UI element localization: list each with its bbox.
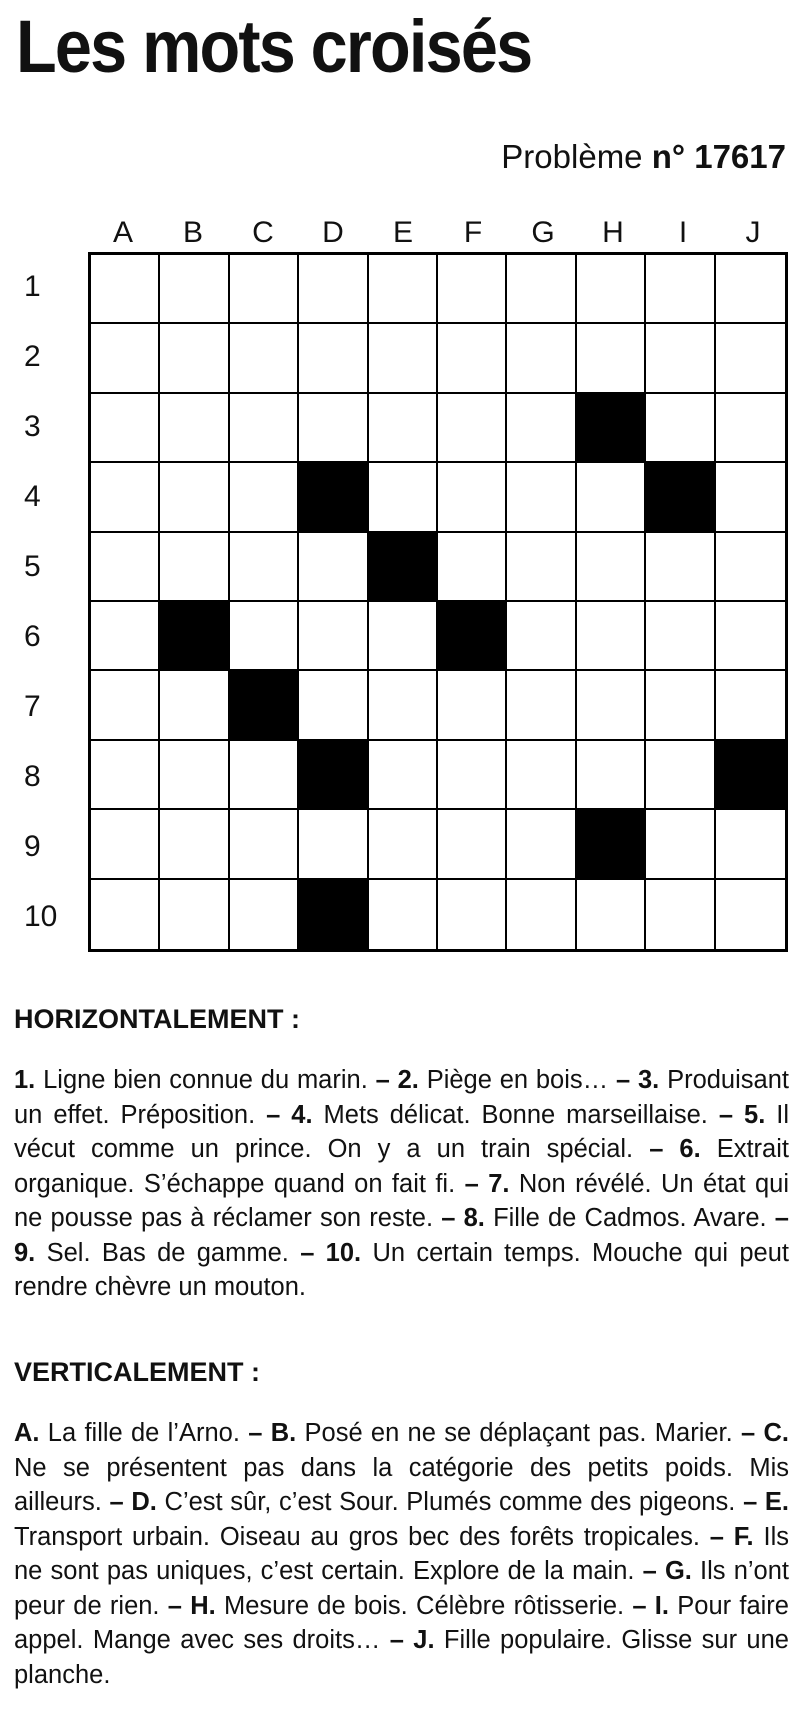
clue-text: Il vécut comme un prince. On y a un train spécial. — [14, 1100, 789, 1163]
clue-key: – H. — [167, 1591, 216, 1620]
grid-cell[interactable] — [507, 463, 576, 532]
clue-key: – 10. — [300, 1238, 362, 1267]
page-title: Les mots croisés — [16, 5, 532, 88]
black-cell — [646, 463, 715, 532]
clue-key: – F. — [709, 1522, 754, 1551]
clue-key: – 9. — [14, 1204, 789, 1267]
grid-cell[interactable] — [299, 394, 368, 463]
black-cell — [577, 810, 646, 879]
grid-cell[interactable] — [299, 533, 368, 602]
grid-cell[interactable] — [577, 741, 646, 810]
grid-cell[interactable] — [160, 255, 229, 324]
row-numbers — [0, 252, 88, 952]
grid-cell[interactable] — [91, 880, 160, 949]
clue-key: – 5. — [718, 1100, 766, 1129]
black-cell — [716, 741, 785, 810]
grid-cell[interactable] — [299, 671, 368, 740]
clue-key: – 7. — [464, 1169, 510, 1198]
clue-text: Mesure de bois. Célèbre rôtisserie. — [224, 1591, 625, 1620]
grid-cell[interactable] — [230, 533, 299, 602]
grid-cell[interactable] — [577, 880, 646, 949]
grid-cell[interactable] — [577, 463, 646, 532]
grid-cell[interactable] — [716, 880, 785, 949]
clue-key: – I. — [632, 1591, 669, 1620]
grid-cell[interactable] — [507, 255, 576, 324]
column-label: B — [182, 216, 203, 249]
grid-cell[interactable] — [369, 810, 438, 879]
problem-label: Problème — [501, 138, 643, 175]
grid-cell[interactable] — [716, 255, 785, 324]
black-cell — [299, 880, 368, 949]
column-label: J — [745, 216, 761, 249]
clue-text: Produisant un effet. Préposition. — [14, 1066, 789, 1129]
grid-cell[interactable] — [91, 533, 160, 602]
column-label: F — [463, 216, 483, 249]
clue-text: Un certain temps. Mouche qui peut rendre chèvre un mouton. — [14, 1238, 789, 1301]
grid-cell[interactable] — [369, 324, 438, 393]
grid-cell[interactable] — [646, 810, 715, 879]
black-cell — [299, 463, 368, 532]
grid-cell[interactable] — [230, 463, 299, 532]
grid-cell[interactable] — [716, 394, 785, 463]
row-label: 6 — [24, 620, 41, 653]
grid-cell[interactable] — [646, 324, 715, 393]
column-label: E — [392, 216, 413, 249]
clue-text: Piège en bois… — [426, 1066, 609, 1094]
grid-cell[interactable] — [438, 741, 507, 810]
clue-text: Sel. Bas de gamme. — [46, 1238, 289, 1267]
grid-cell[interactable] — [91, 602, 160, 671]
grid-cell[interactable] — [299, 810, 368, 879]
column-label: C — [252, 216, 274, 249]
horizontal-clues — [14, 1063, 789, 1305]
grid-cell[interactable] — [507, 671, 576, 740]
grid-cell[interactable] — [577, 255, 646, 324]
grid-cell[interactable] — [160, 324, 229, 393]
clue-key: – 6. — [649, 1135, 701, 1163]
grid-cell[interactable] — [91, 324, 160, 393]
column-letters — [88, 216, 788, 256]
row-label: 4 — [24, 480, 41, 513]
grid-cell[interactable] — [160, 880, 229, 949]
problem-number — [501, 138, 786, 176]
grid-cell[interactable] — [369, 741, 438, 810]
vertical-section — [14, 1357, 789, 1692]
grid-cell[interactable] — [577, 533, 646, 602]
grid-cell[interactable] — [716, 463, 785, 532]
vertical-clues — [14, 1416, 789, 1692]
grid-cell[interactable] — [646, 880, 715, 949]
grid-cell[interactable] — [438, 533, 507, 602]
column-label: G — [531, 216, 555, 249]
grid-cell[interactable] — [91, 671, 160, 740]
row-label: 7 — [24, 690, 41, 723]
grid-cell[interactable] — [91, 741, 160, 810]
clue-text: Pour faire appel. Mange avec ses droits… — [14, 1591, 789, 1654]
grid-cell[interactable] — [230, 810, 299, 879]
grid-cell[interactable] — [577, 671, 646, 740]
clue-text: Ne se présentent pas dans la catégorie des petits poids. Mis ailleurs. — [14, 1453, 789, 1516]
clue-key: – D. — [109, 1488, 157, 1516]
grid-cell[interactable] — [716, 602, 785, 671]
grid-cell[interactable] — [507, 741, 576, 810]
black-cell — [160, 602, 229, 671]
grid-cell[interactable] — [438, 463, 507, 532]
vertical-heading: VERTICALEMENT : — [14, 1357, 260, 1387]
grid-cell[interactable] — [369, 602, 438, 671]
clue-text: Mets délicat. Bonne marseillaise. — [323, 1100, 708, 1129]
grid-cell[interactable] — [438, 880, 507, 949]
clue-text: Ligne bien connue du marin. — [43, 1066, 368, 1094]
black-cell — [438, 602, 507, 671]
grid-cell[interactable] — [507, 810, 576, 879]
grid-cell[interactable] — [91, 255, 160, 324]
clue-text: Transport urbain. Oiseau au gros bec des forêts tropicales. — [14, 1522, 700, 1551]
clue-text: La fille de l’Arno. — [47, 1419, 240, 1447]
grid-cell[interactable] — [507, 533, 576, 602]
grid-cell[interactable] — [230, 255, 299, 324]
grid-cell[interactable] — [438, 324, 507, 393]
grid-cell[interactable] — [160, 533, 229, 602]
grid-cell[interactable] — [646, 602, 715, 671]
problem-id: n° 17617 — [651, 138, 786, 175]
grid-cell[interactable] — [716, 533, 785, 602]
clue-text: Ils n’ont peur de rien. — [14, 1557, 789, 1620]
column-label: H — [602, 216, 624, 249]
grid-cell[interactable] — [577, 602, 646, 671]
grid-cell[interactable] — [438, 394, 507, 463]
clue-key: – 8. — [441, 1204, 485, 1232]
grid-cell[interactable] — [716, 671, 785, 740]
grid-cell[interactable] — [646, 671, 715, 740]
grid-cell[interactable] — [160, 810, 229, 879]
horizontal-section — [14, 1004, 789, 1305]
clue-text: Posé en ne se déplaçant pas. Marier. — [304, 1419, 733, 1447]
clue-text: Non révélé. Un état qui ne pousse pas à réclamer son reste. — [14, 1169, 789, 1232]
clue-key: – G. — [642, 1557, 692, 1585]
clue-text: Fille populaire. Glisse sur une planche. — [14, 1626, 789, 1689]
grid-cell[interactable] — [507, 324, 576, 393]
grid-cell[interactable] — [230, 741, 299, 810]
grid-cell[interactable] — [438, 671, 507, 740]
clue-key: – 2. — [375, 1066, 419, 1094]
grid-cell[interactable] — [369, 463, 438, 532]
grid-cell[interactable] — [646, 255, 715, 324]
grid-cell[interactable] — [230, 324, 299, 393]
row-label: 2 — [24, 340, 41, 373]
grid-cell[interactable] — [507, 880, 576, 949]
grid-cell[interactable] — [91, 394, 160, 463]
grid-cell[interactable] — [91, 810, 160, 879]
black-cell — [299, 741, 368, 810]
horizontal-heading: HORIZONTALEMENT : — [14, 1004, 300, 1034]
grid-cell[interactable] — [91, 463, 160, 532]
grid-cell[interactable] — [646, 394, 715, 463]
grid-cell[interactable] — [160, 463, 229, 532]
column-label: I — [678, 216, 688, 249]
grid-cell[interactable] — [299, 602, 368, 671]
grid-cell[interactable] — [230, 394, 299, 463]
clue-text: C’est sûr, c’est Sour. Plumés comme des pigeons. — [164, 1488, 736, 1516]
grid-cell[interactable] — [716, 810, 785, 879]
clue-key: 1. — [14, 1066, 36, 1094]
grid-cell[interactable] — [160, 741, 229, 810]
clue-key: – B. — [248, 1419, 297, 1447]
grid-cell[interactable] — [438, 810, 507, 879]
grid-cell[interactable] — [299, 255, 368, 324]
grid-cell[interactable] — [230, 602, 299, 671]
black-cell — [230, 671, 299, 740]
clue-key: – E. — [743, 1488, 789, 1516]
row-label: 10 — [24, 900, 58, 933]
grid-cell[interactable] — [160, 394, 229, 463]
black-cell — [369, 533, 438, 602]
grid-cell[interactable] — [230, 880, 299, 949]
column-label: A — [112, 216, 133, 249]
grid-cell[interactable] — [507, 602, 576, 671]
column-label: D — [322, 216, 344, 249]
grid-cell[interactable] — [369, 880, 438, 949]
clue-key: A. — [14, 1419, 40, 1447]
row-label: 3 — [24, 410, 41, 443]
grid-cell[interactable] — [507, 394, 576, 463]
grid-cell[interactable] — [577, 324, 646, 393]
grid-cell[interactable] — [716, 324, 785, 393]
black-cell — [577, 394, 646, 463]
clue-text: Fille de Cadmos. Avare. — [493, 1204, 767, 1232]
grid-cell[interactable] — [646, 741, 715, 810]
clue-text: Ils ne sont pas uniques, c’est certain. Explore de la main. — [14, 1522, 790, 1585]
clue-text: Extrait organique. S’échappe quand on fait fi. — [14, 1135, 789, 1198]
clue-key: – C. — [741, 1419, 789, 1447]
clue-key: – 4. — [266, 1100, 313, 1129]
grid-cell[interactable] — [369, 671, 438, 740]
row-label: 5 — [24, 550, 41, 583]
grid-cell[interactable] — [369, 394, 438, 463]
row-label: 9 — [24, 830, 41, 863]
grid-cell[interactable] — [438, 255, 507, 324]
row-label: 8 — [24, 760, 41, 793]
row-label: 1 — [24, 270, 41, 303]
grid-cell[interactable] — [160, 671, 229, 740]
clue-key: – J. — [389, 1626, 435, 1654]
grid-cell[interactable] — [299, 324, 368, 393]
grid-cell[interactable] — [369, 255, 438, 324]
grid-cell[interactable] — [646, 533, 715, 602]
crossword-grid — [88, 252, 788, 952]
clue-key: – 3. — [615, 1066, 660, 1094]
